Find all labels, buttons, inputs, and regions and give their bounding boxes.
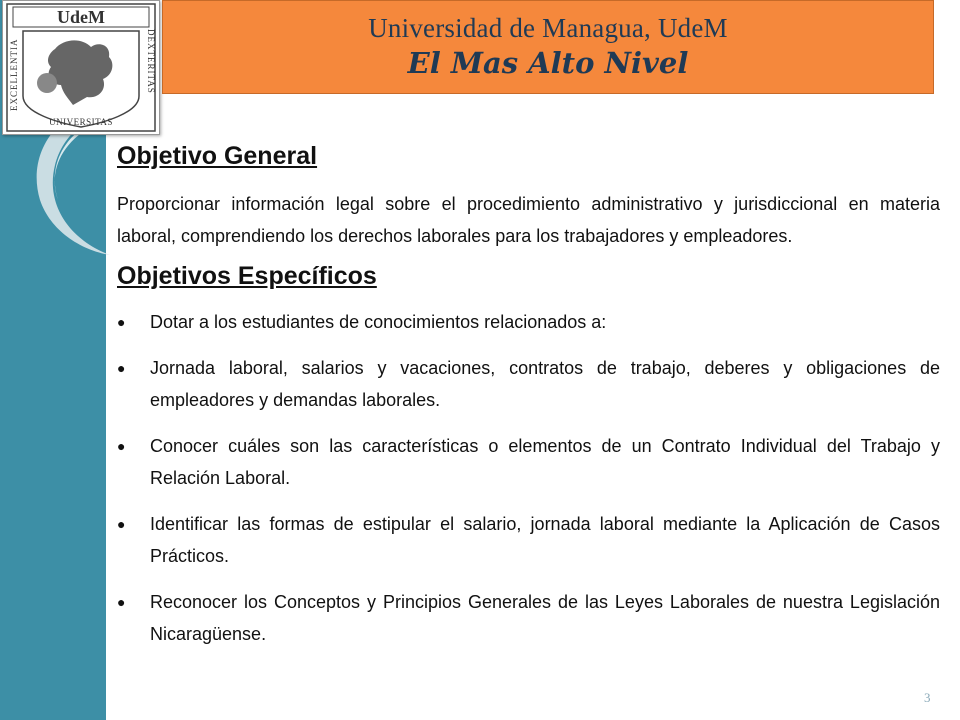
objetivos-especificos-list	[117, 306, 940, 650]
globe-icon	[37, 73, 57, 93]
list-item-text: Dotar a los estudiantes de conocimientos relacionados a:	[150, 312, 607, 332]
page-number: 3	[924, 690, 931, 705]
logo-left-text: EXCELLENTIA	[9, 38, 19, 111]
logo-bottom-text: UNIVERSITAS	[49, 117, 113, 127]
objetivo-general-heading: Objetivo General	[117, 142, 318, 170]
header-banner	[162, 0, 934, 94]
bullet-icon: ●	[117, 516, 126, 532]
list-item-text: Jornada laboral, salarios y vacaciones, contratos de trabajo, deberes y obligaciones de empleadores y demandas laborales.	[150, 358, 940, 410]
slide-content	[117, 140, 940, 664]
objetivos-especificos-heading: Objetivos Específicos	[117, 262, 377, 290]
lion-emblem-icon	[48, 40, 112, 105]
header-title: Universidad de Managua, UdeM	[368, 13, 728, 43]
university-logo	[2, 0, 160, 135]
bullet-icon: ●	[117, 314, 126, 330]
list-item-text: Conocer cuáles son las características o elementos de un Contrato Individual del Trabajo y Relación Laboral.	[150, 436, 940, 488]
list-item	[117, 306, 940, 338]
logo-right-text: DEXTERITAS	[146, 29, 156, 94]
objetivo-general-text: Proporcionar información legal sobre el procedimiento administrativo y jurisdiccional en materia laboral, comprendiendo los derechos laborales para los trabajadores y empleadores.	[117, 194, 940, 246]
bullet-icon: ●	[117, 438, 126, 454]
list-item	[117, 430, 940, 494]
header-subtitle: El Mas Alto Nivel	[407, 46, 689, 80]
list-item-text: Reconocer los Conceptos y Principios Generales de las Leyes Laborales de nuestra Legislación Nicaragüense.	[150, 592, 940, 644]
list-item-text: Identificar las formas de estipular el salario, jornada laboral mediante la Aplicación de Casos Prácticos.	[150, 514, 940, 566]
bullet-icon: ●	[117, 360, 126, 376]
list-item	[117, 352, 940, 416]
list-item	[117, 508, 940, 572]
bullet-icon: ●	[117, 594, 126, 610]
list-item	[117, 586, 940, 650]
logo-top-text: UdeM	[57, 7, 105, 27]
